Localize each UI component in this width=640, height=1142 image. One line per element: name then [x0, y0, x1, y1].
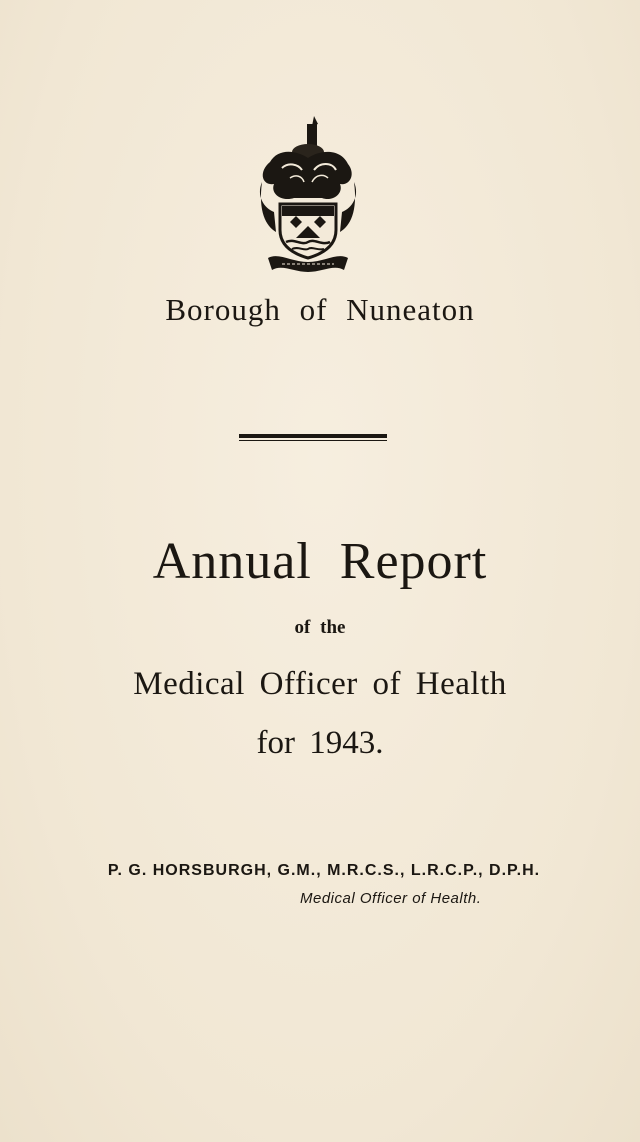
author-name: P. G. HORSBURGH, G.M., M.R.C.S., L.R.C.P., D.P.H. — [107, 862, 541, 879]
author-role: Medical Officer of Health. — [300, 890, 482, 907]
divider-rule-thin — [239, 440, 387, 441]
title-connector: of the — [294, 617, 346, 638]
divider-rule — [239, 434, 387, 438]
coat-of-arms-icon — [252, 112, 364, 274]
report-title: Annual Report — [152, 533, 488, 590]
report-year: for 1943. — [256, 725, 384, 761]
report-subject: Medical Officer of Health — [133, 666, 507, 702]
borough-heading: Borough of Nuneaton — [165, 292, 475, 327]
